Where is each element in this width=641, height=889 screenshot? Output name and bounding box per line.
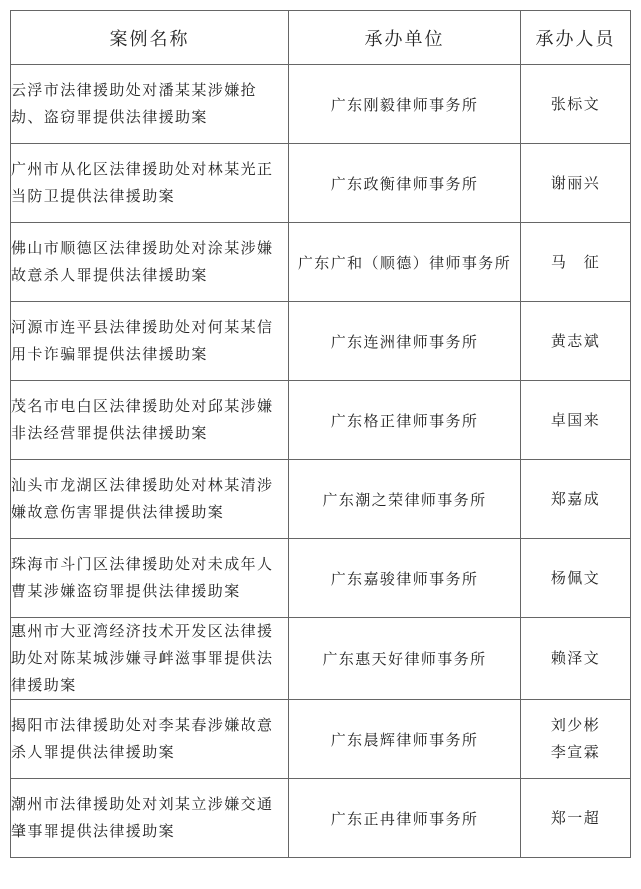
case-name-cell: 佛山市顺德区法律援助处对涂某涉嫌故意杀人罪提供法律援助案 [11,223,289,302]
table-row [11,302,631,381]
table-header [11,11,631,65]
header-person: 承办人员 [521,11,631,65]
unit-cell: 广东晨辉律师事务所 [289,700,521,779]
case-name-cell: 广州市从化区法律援助处对林某光正当防卫提供法律援助案 [11,144,289,223]
person-cell [521,223,631,302]
person-cell [521,779,631,858]
header-row [11,11,631,65]
case-name-cell: 云浮市法律援助处对潘某某涉嫌抢劫、盗窃罪提供法律援助案 [11,65,289,144]
case-name-cell: 汕头市龙湖区法律援助处对林某清涉嫌故意伤害罪提供法律援助案 [11,460,289,539]
table-row [11,144,631,223]
table-row [11,700,631,779]
case-table [10,10,631,858]
table-row [11,618,631,700]
person-cell [521,144,631,223]
person-cell [521,65,631,144]
table-body [11,65,631,858]
person-cell [521,302,631,381]
person-name: 马 征 [550,252,601,271]
case-name-cell: 茂名市电白区法律援助处对邱某涉嫌非法经营罪提供法律援助案 [11,381,289,460]
unit-cell: 广东广和（顺德）律师事务所 [289,223,521,302]
person-name: 黄志斌 [550,331,601,350]
person-name: 赖泽文 [550,649,601,667]
person-cell [521,618,631,700]
table-row [11,779,631,858]
person-cell [521,460,631,539]
unit-cell: 广东正冉律师事务所 [289,779,521,858]
case-name-cell: 惠州市大亚湾经济技术开发区法律援助处对陈某城涉嫌寻衅滋事罪提供法律援助案 [11,618,289,700]
table-row [11,381,631,460]
unit-cell: 广东潮之荣律师事务所 [289,460,521,539]
table-row [11,223,631,302]
person-name: 杨佩文 [550,568,601,587]
unit-cell: 广东政衡律师事务所 [289,144,521,223]
person-name: 卓国来 [550,410,601,429]
case-name-cell: 河源市连平县法律援助处对何某某信用卡诈骗罪提供法律援助案 [11,302,289,381]
person-name: 张标文 [550,94,601,113]
unit-cell: 广东嘉骏律师事务所 [289,539,521,618]
table-row [11,65,631,144]
person-cell [521,381,631,460]
header-unit: 承办单位 [289,11,521,65]
unit-cell: 广东格正律师事务所 [289,381,521,460]
person-cell [521,539,631,618]
person-name: 郑一超 [550,808,601,827]
case-name-cell: 珠海市斗门区法律援助处对未成年人曹某涉嫌盗窃罪提供法律援助案 [11,539,289,618]
unit-cell: 广东刚毅律师事务所 [289,65,521,144]
table-row [11,539,631,618]
unit-cell: 广东连洲律师事务所 [289,302,521,381]
header-case-name: 案例名称 [11,11,289,65]
table-row [11,460,631,539]
unit-cell: 广东惠天好律师事务所 [289,618,521,700]
person-name: 谢丽兴 [550,173,601,192]
case-name-cell: 潮州市法律援助处对刘某立涉嫌交通肇事罪提供法律援助案 [11,779,289,858]
person-name: 刘少彬 [550,716,601,734]
case-name-cell: 揭阳市法律援助处对李某春涉嫌故意杀人罪提供法律援助案 [11,700,289,779]
person-cell [521,700,631,779]
person-name: 李宣霖 [550,743,601,761]
person-name: 郑嘉成 [550,489,601,508]
